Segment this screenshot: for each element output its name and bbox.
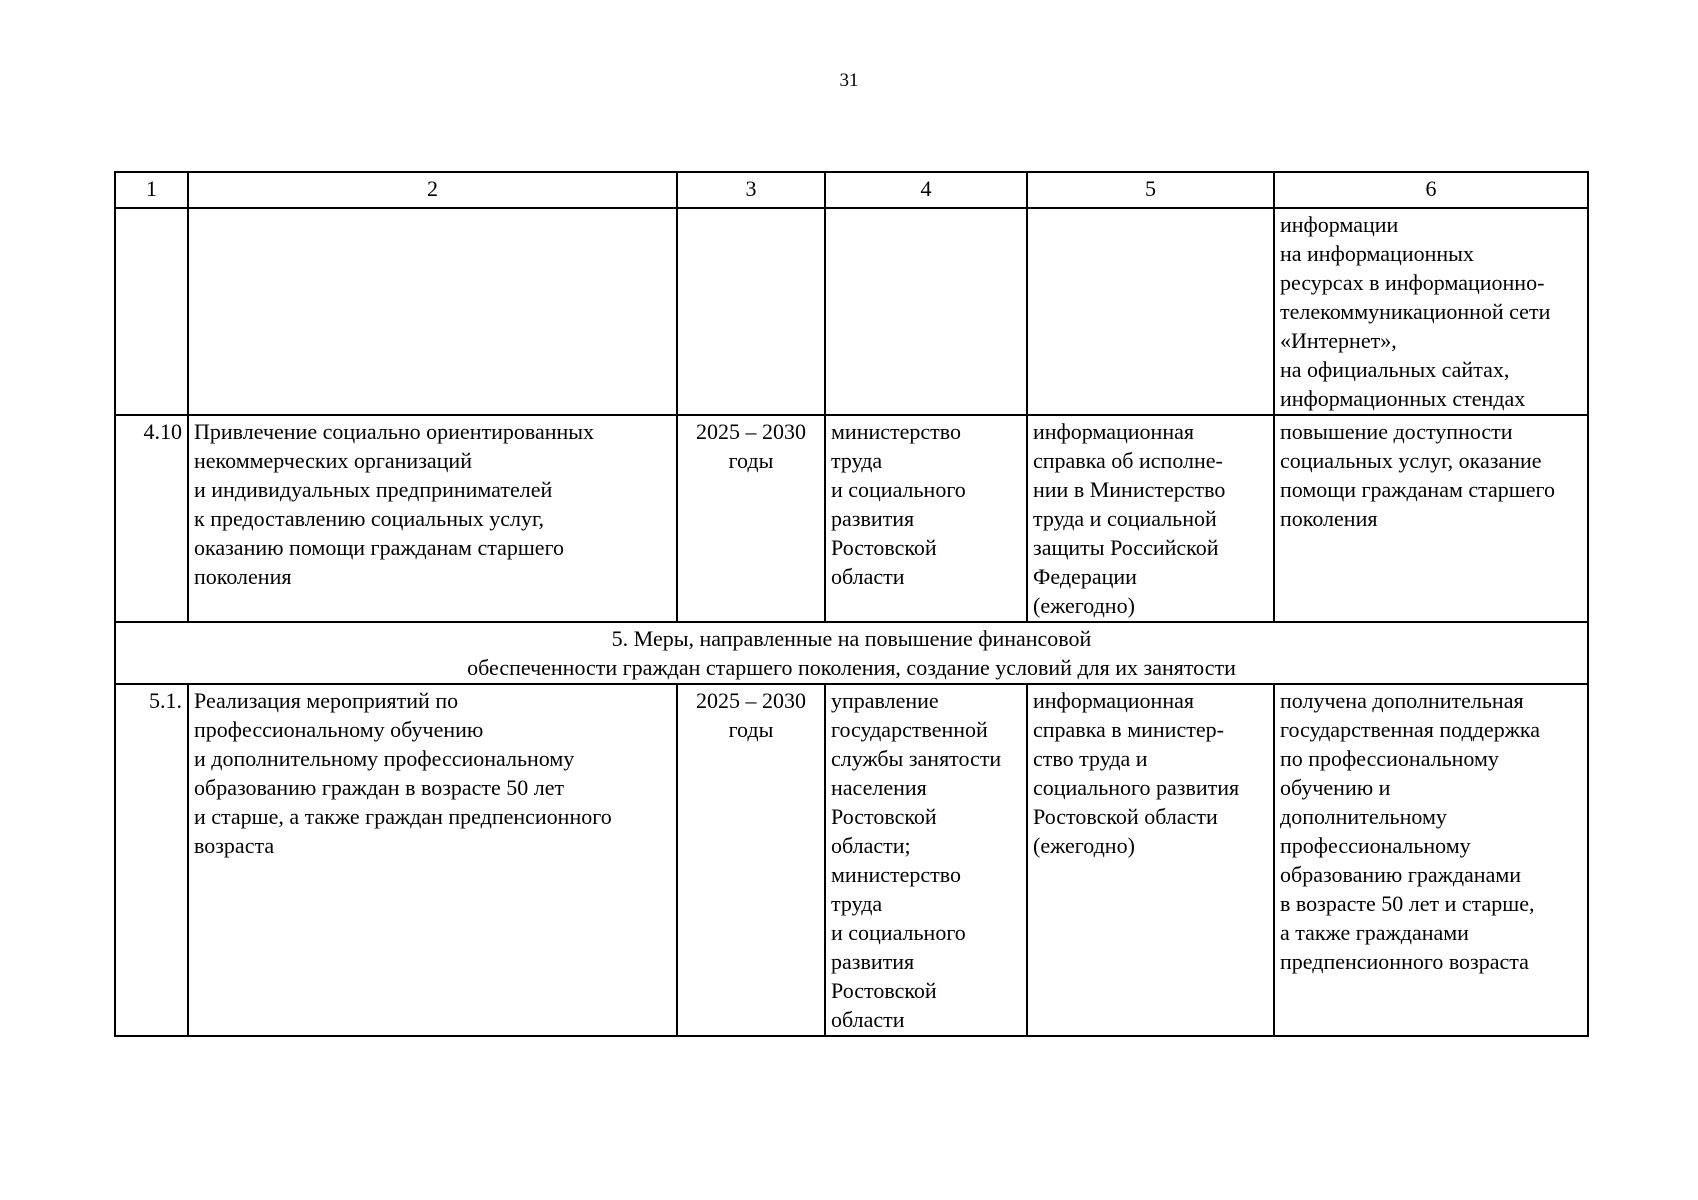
report-line: информационная [1033,688,1194,713]
col-header-5: 5 [1027,172,1274,208]
table-row [115,208,1588,415]
result-line: государственная поддержка [1280,717,1541,742]
result-line: обучению и [1280,775,1391,800]
report-line: справка об исполне- [1033,448,1223,473]
executor-line: и социального [831,920,966,945]
report-line: (ежегодно) [1033,833,1135,858]
result-line: профессиональному [1280,833,1471,858]
result-line: повышение доступности [1280,419,1513,444]
measure-line: некоммерческих организаций [194,448,472,473]
measure-line: возраста [194,833,275,858]
result-cell [1274,415,1588,622]
measures-table [114,171,1589,1037]
result-line: помощи гражданам старшего [1280,477,1555,502]
table-row [115,415,1588,622]
period-line: 2025 – 2030 [696,688,806,713]
result-cell [1274,684,1588,1036]
result-cell [1274,208,1588,415]
result-line: а также гражданами [1280,920,1469,945]
executor-line: государственной [831,717,988,742]
executor-line: труда [831,448,883,473]
executor-line: развития [831,949,915,974]
row-number [115,208,188,415]
col-header-2: 2 [188,172,677,208]
executor-line: министерство [831,862,962,887]
period-line: годы [728,717,774,742]
executor-line: и социального [831,477,966,502]
measure-line: профессиональному обучению [194,717,484,742]
result-line: в возрасте 50 лет и старше, [1280,891,1535,916]
result-line: телекоммуникационной сети [1280,299,1551,324]
measure-line: и старше, а также граждан предпенсионного [194,804,612,829]
result-line: «Интернет», [1280,328,1397,353]
result-line: образованию гражданами [1280,862,1522,887]
measure-line: Привлечение социально ориентированных [194,419,595,444]
section-heading-line: обеспеченности граждан старшего поколения, создание условий для их занятости [467,655,1236,680]
executor-line: Ростовской [831,535,937,560]
col-header-4: 4 [825,172,1027,208]
report-line: (ежегодно) [1033,593,1135,618]
col-header-3: 3 [677,172,825,208]
report-line: справка в министер- [1033,717,1224,742]
result-line: на информационных [1280,241,1474,266]
result-line: информации [1280,212,1399,237]
executor-line: министерство [831,419,962,444]
executor-line: развития [831,506,915,531]
period-cell [677,684,825,1036]
report-line: нии в Министерство [1033,477,1226,502]
executor-cell [825,684,1027,1036]
page-number: 31 [839,70,859,91]
report-cell [1027,415,1274,622]
table-row [115,684,1588,1036]
report-line: Ростовской области [1033,804,1218,829]
report-line: ство труда и [1033,746,1148,771]
measure-line: поколения [194,564,292,589]
row-number: 5.1. [115,684,188,1036]
executor-line: области [831,1007,905,1032]
measure-line: и индивидуальных предпринимателей [194,477,553,502]
header-row [115,172,1588,208]
measure-cell [188,684,677,1036]
result-line: на официальных сайтах, [1280,357,1510,382]
report-cell [1027,208,1274,415]
executor-line: области [831,564,905,589]
measure-line: к предоставлению социальных услуг, [194,506,545,531]
result-line: по профессиональному [1280,746,1499,771]
measure-cell [188,415,677,622]
report-cell [1027,684,1274,1036]
report-line: труда и социальной [1033,506,1217,531]
measure-line: Реализация мероприятий по [194,688,459,713]
report-line: защиты Российской [1033,535,1219,560]
report-line: социального развития [1033,775,1240,800]
executor-line: службы занятости [831,746,1002,771]
result-line: дополнительному [1280,804,1447,829]
report-line: информационная [1033,419,1194,444]
executor-line: управление [831,688,939,713]
executor-line: населения [831,775,927,800]
period-line: годы [728,448,774,473]
executor-cell [825,208,1027,415]
executor-cell [825,415,1027,622]
row-number: 4.10 [115,415,188,622]
period-cell [677,208,825,415]
executor-line: Ростовской [831,978,937,1003]
section-heading [115,622,1588,684]
result-line: информационных стендах [1280,386,1526,411]
result-line: поколения [1280,506,1378,531]
col-header-6: 6 [1274,172,1588,208]
measure-line: оказанию помощи гражданам старшего [194,535,565,560]
result-line: получена дополнительная [1280,688,1524,713]
section-heading-line: 5. Меры, направленные на повышение финансовой [611,626,1092,651]
measure-cell [188,208,677,415]
result-line: предпенсионного возраста [1280,949,1529,974]
period-line: 2025 – 2030 [696,419,806,444]
result-line: социальных услуг, оказание [1280,448,1542,473]
period-cell [677,415,825,622]
executor-line: Ростовской [831,804,937,829]
executor-line: области; [831,833,911,858]
result-line: ресурсах в информационно- [1280,270,1545,295]
executor-line: труда [831,891,883,916]
measure-line: образованию граждан в возрасте 50 лет [194,775,565,800]
measure-line: и дополнительному профессиональному [194,746,575,771]
report-line: Федерации [1033,564,1137,589]
col-header-1: 1 [115,172,188,208]
section-heading-row [115,622,1588,684]
